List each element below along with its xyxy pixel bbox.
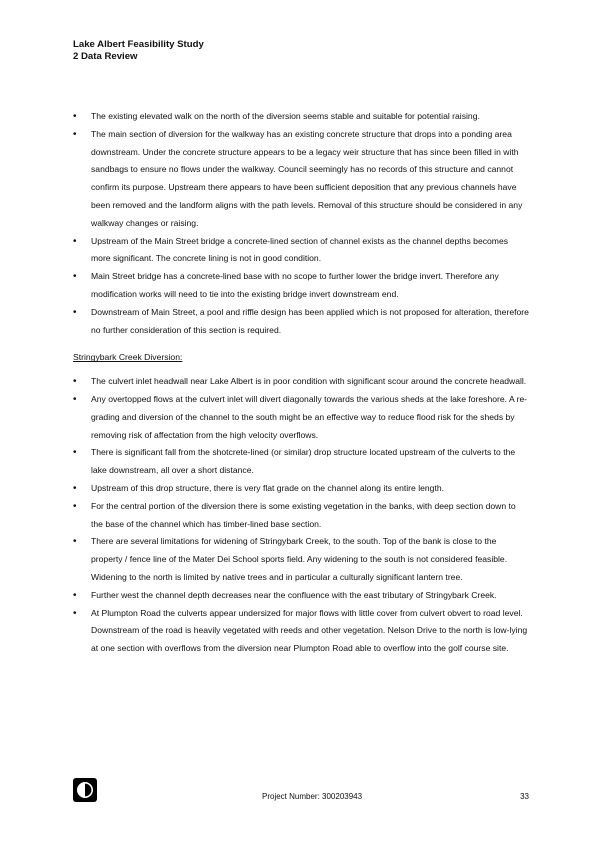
list-item: • The main section of diversion for the walkway has an existing concrete structure that drops into a ponding area downstream. Under the concrete structure appears to be a legacy weir structure that has since been filled in with sandbags to ensure no flows under the walkway. Council seemingly has no records of this structure and cannot confirm its purpose. Upstream there appears to have been sufficient deposition that any previous channels have been removed and the landform aligns with the path levels. Removal of this structure should be considered in any walkway changes or raising. — [73, 126, 529, 233]
page-number: 33 — [520, 792, 529, 801]
document-title: Lake Albert Feasibility Study — [73, 39, 204, 50]
list-item: • The existing elevated walk on the north of the diversion seems stable and suitable for potential raising. — [73, 108, 529, 126]
section-title: 2 Data Review — [73, 51, 138, 62]
document-body — [73, 108, 529, 658]
list-item: • Downstream of Main Street, a pool and riffle design has been applied which is not proposed for alteration, therefore no further consideration of this section is required. — [73, 304, 529, 340]
subheading-stringybark: Stringybark Creek Diversion: — [73, 352, 183, 363]
list-item: • Any overtopped flows at the culvert inlet will divert diagonally towards the various sheds at the lake foreshore. A re-grading and diversion of the channel to the south might be an effective way to reduce flood risk for the sheds by removing risk of affectation from the high velocity overflows. — [73, 391, 529, 444]
project-number: Project Number: 300203943 — [262, 792, 363, 801]
page-header — [73, 39, 204, 63]
list-item: • Further west the channel depth decreases near the confluence with the east tributary of Stringybark Creek. — [73, 587, 529, 605]
list-item: • For the central portion of the diversion there is some existing vegetation in the banks, with deep section down to the base of the channel which has timber-lined base section. — [73, 498, 529, 534]
bullet-list-stringybark — [73, 373, 529, 658]
list-item: • At Plumpton Road the culverts appear undersized for major flows with little cover from culvert obvert to road level. Downstream of the road is heavily vegetated with reeds and other vegetation. Nelson Drive to the north is low-lying at one section with overflows from the diversion near Plumpton Road able to overflow into the golf course site. — [73, 605, 529, 658]
list-item: • There are several limitations for widening of Stringybark Creek, to the south. Top of the bank is close to the property / fence line of the Mater Dei School sports field. Any widening to the south is not considered feasible. Widening to the north is limited by native trees and in particular a culturally significant lantern tree. — [73, 533, 529, 586]
list-item: • The culvert inlet headwall near Lake Albert is in poor condition with significant scour around the concrete headwall. — [73, 373, 529, 391]
company-logo-icon — [73, 778, 97, 802]
list-item: • Upstream of this drop structure, there is very flat grade on the channel along its entire length. — [73, 480, 529, 498]
list-item: • Upstream of the Main Street bridge a concrete-lined section of channel exists as the channel depths becomes more significant. The concrete lining is not in good condition. — [73, 233, 529, 269]
list-item: • Main Street bridge has a concrete-lined base with no scope to further lower the bridge invert. Therefore any modification works will need to tie into the existing bridge invert downstream end. — [73, 268, 529, 304]
bullet-list-walkway — [73, 108, 529, 339]
list-item: • There is significant fall from the shotcrete-lined (or similar) drop structure located upstream of the culverts to the lake downstream, all over a short distance. — [73, 444, 529, 480]
